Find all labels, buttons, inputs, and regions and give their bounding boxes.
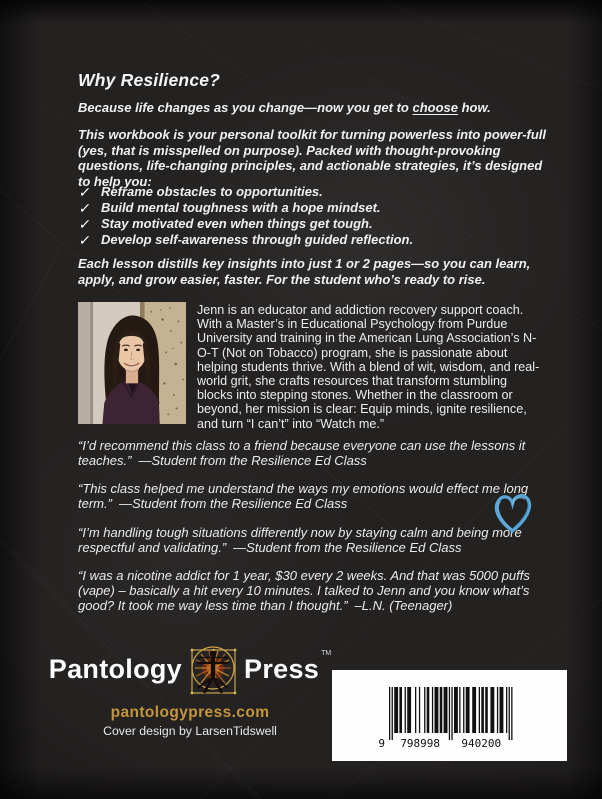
testimonial-quote: “I’d recommend this class to a friend because everyone can use the lessons it teaches.”: [78, 438, 526, 469]
publisher-website: pantologypress.com: [110, 704, 270, 721]
intro-paragraph: This workbook is your personal toolkit for turning powerless into power-full (yes, that is misspelled on purpose). Packed with thought-provoking questions, life-changing principles, and actionable strategies, it’s designed to help you:: [78, 127, 547, 189]
tagline-underlined-word: choose: [412, 100, 458, 115]
testimonial-attribution: —Student from the Resilience Ed Class: [233, 540, 462, 556]
publisher-block: [38, 641, 342, 738]
testimonial-attribution: —Student from the Resilience Ed Class: [118, 496, 348, 512]
checklist-item-text: Build mental toughness with a hope mindset.: [101, 200, 381, 215]
vitruvian-man-logo-icon: [185, 641, 241, 697]
checklist-item-text: Develop self-awareness through guided reflection.: [101, 232, 414, 247]
publisher-name-left: Pantology: [48, 653, 183, 684]
heart-doodle-icon: [489, 488, 536, 537]
summary-paragraph: Each lesson distills key insights into just 1 or 2 pages—so you can learn, apply, and grow easier, faster. For the student who’s ready to rise.: [78, 256, 531, 287]
testimonial-quote: “I’m handling tough situations differently now by staying calm and being more respectful and validating.”: [78, 525, 522, 556]
check-icon: ✓: [77, 184, 92, 200]
checklist-item: [79, 233, 413, 248]
author-section: [78, 302, 546, 431]
publisher-logo: [38, 641, 342, 697]
publisher-name-right: Press: [244, 653, 320, 684]
barcode-bars: [375, 687, 525, 749]
check-icon: ✓: [77, 200, 92, 216]
checklist-item: [79, 185, 413, 200]
testimonial-attribution: –L.N. (Teenager): [354, 598, 453, 614]
author-photo: [78, 302, 186, 424]
testimonial: [78, 568, 560, 614]
testimonial-quote: “I was a nicotine addict for 1 year, $30 every 2 weeks. And that was 5000 puffs (vape) – basically a hit every 10 minutes. I talked to Jenn and you know what’s good? It took me way less time than I thought.”: [78, 568, 530, 614]
checklist-item-text: Stay motivated even when things get tough.: [101, 216, 373, 231]
svg-text:798998: 798998: [399, 737, 440, 749]
svg-text:940200: 940200: [460, 737, 501, 749]
testimonial: [78, 438, 552, 468]
cover-heading: Why Resilience?: [78, 70, 221, 90]
barcode: [332, 670, 567, 761]
checklist-item: [79, 201, 413, 216]
checklist-item-text: Reframe obstacles to opportunities.: [101, 184, 323, 199]
testimonial-quote: “This class helped me understand the ways my emotions would effect me long term.”: [78, 481, 529, 512]
cover-tagline: [78, 100, 491, 116]
benefits-checklist: [79, 185, 413, 249]
testimonial: [78, 525, 528, 555]
check-icon: ✓: [77, 216, 92, 232]
tagline-text-start: Because life changes as you change—now you get to: [78, 100, 413, 115]
svg-text:9: 9: [377, 737, 385, 749]
check-icon: ✓: [77, 232, 92, 248]
author-bio: Jenn is an educator and addiction recovery support coach. With a Master’s in Educational Psychology from Purdue University and training in the American Lung Association’s N-O-T (Not on Tobacco) program, she is passionate about helping students thrive. With a blend of wit, wisdom, and real-world grit, she crafts resources that transform stumbling blocks into stepping stones. Whether in the classroom or beyond, her mission is clear: Equip minds, ignite resilience, and turn “I can’t” into “Watch me.”: [197, 303, 540, 431]
testimonial-attribution: —Student from the Resilience Ed Class: [138, 453, 367, 469]
cover-design-credit: Cover design by LarsenTidswell: [103, 724, 277, 738]
checklist-item: [79, 217, 413, 232]
trademark-symbol: TM: [321, 650, 332, 657]
tagline-text-end: how.: [458, 100, 491, 115]
